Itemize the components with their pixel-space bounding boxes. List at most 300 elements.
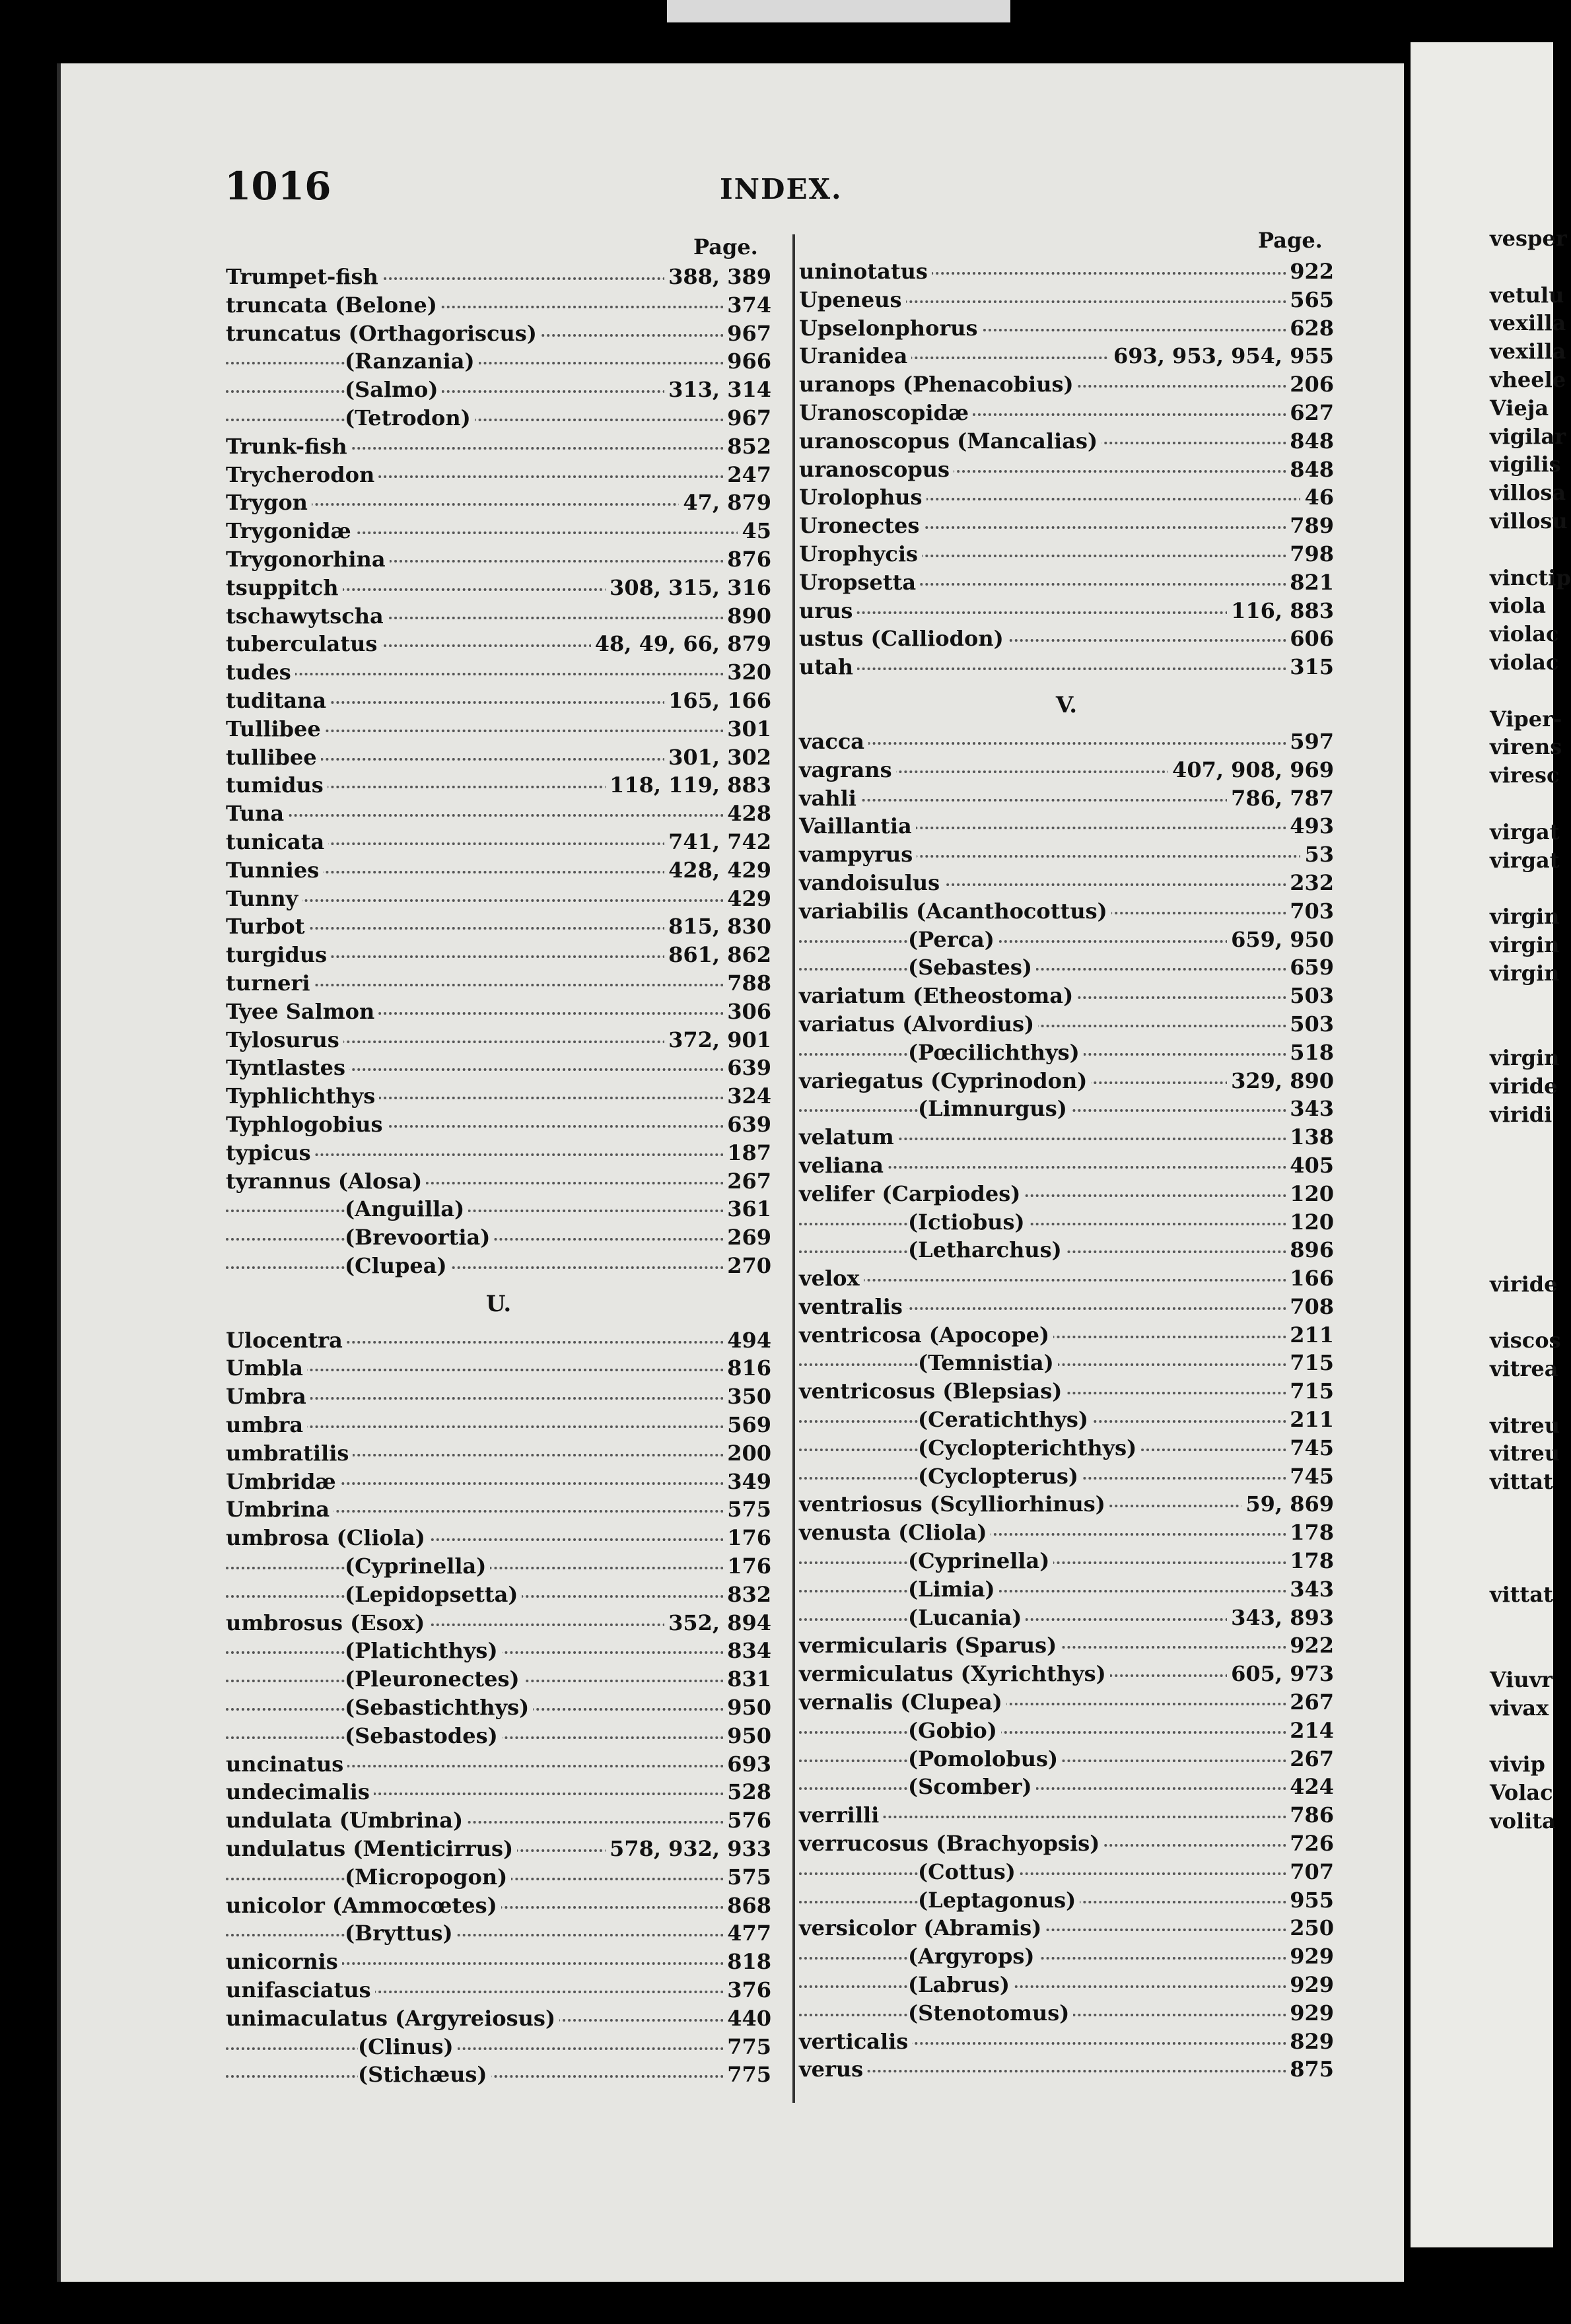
column-rule [792, 234, 795, 2103]
entry-page-numbers: 429 [723, 886, 771, 911]
entry-page-numbers: 267 [1286, 1690, 1334, 1715]
index-entry [226, 1222, 771, 1250]
entry-page-numbers: 407, 908, 969 [1168, 757, 1334, 782]
index-entry [799, 1517, 1334, 1546]
entry-page-numbers: 324 [723, 1083, 771, 1109]
entry-term: (Temnistia) [918, 1350, 1058, 1375]
index-entry [799, 1658, 1334, 1687]
entry-page-numbers: 815, 830 [664, 914, 771, 939]
dot-leader [226, 1369, 771, 1371]
entry-term: (Labrus) [908, 1972, 1014, 1997]
entry-page-numbers: 232 [1286, 870, 1334, 895]
index-entry [226, 2003, 771, 2032]
entry-page-numbers: 320 [723, 660, 771, 685]
entry-term: Vaillantia [799, 813, 916, 838]
index-entry [226, 1353, 771, 1381]
entry-page-numbers: 313, 314 [664, 377, 771, 402]
index-column-left [226, 261, 771, 2088]
cropped-entry: volita [1490, 1808, 1556, 1833]
entry-page-numbers: 361 [723, 1196, 771, 1221]
entry-term: (Lepidopsetta) [345, 1582, 522, 1607]
entry-term: Trycherodon [226, 462, 378, 487]
index-entry [226, 431, 771, 460]
entry-page-numbers: 627 [1286, 400, 1334, 425]
entry-term: vampyrus [799, 842, 917, 867]
cropped-entry: vitreu [1490, 1441, 1560, 1466]
dot-leader [799, 1279, 1334, 1282]
cropped-entry: vitrea [1490, 1356, 1558, 1381]
index-entry [799, 1093, 1334, 1122]
index-entry [799, 726, 1334, 755]
entry-term: ventricosus (Blepsias) [799, 1379, 1066, 1404]
entry-page-numbers: 53 [1300, 842, 1334, 867]
entry-term: uranops (Phenacobius) [799, 372, 1078, 397]
entry-term: (Lucania) [908, 1605, 1026, 1630]
entry-page-numbers: 876 [723, 547, 771, 572]
entry-page-numbers: 861, 862 [664, 942, 771, 967]
index-entry [226, 855, 771, 883]
index-entry [799, 868, 1334, 896]
dot-leader [799, 1590, 1334, 1592]
cropped-entry: virgat [1490, 847, 1560, 873]
entry-page-numbers: 211 [1286, 1322, 1334, 1348]
dot-leader [799, 1561, 1334, 1564]
entry-term: Tullibee [226, 716, 325, 741]
entry-page-numbers: 178 [1286, 1520, 1334, 1545]
entry-page-numbers: 405 [1286, 1153, 1334, 1178]
entry-term: typicus [226, 1140, 315, 1165]
entry-page-numbers: 388, 389 [664, 264, 771, 289]
cropped-entry: vittat [1490, 1469, 1553, 1495]
entry-term: (Argyrops) [908, 1944, 1039, 1969]
entry-page-numbers: 831 [723, 1666, 771, 1692]
entry-term: vandoisulus [799, 870, 944, 895]
cropped-entry: Viper- [1490, 706, 1562, 732]
entry-page-numbers: 703 [1286, 899, 1334, 924]
index-entry [799, 1122, 1334, 1150]
index-entry [226, 1918, 771, 1946]
cropped-entry: vigilis [1490, 452, 1561, 477]
cropped-entry: vesper [1490, 226, 1567, 251]
entry-term: (Brevoortia) [345, 1225, 494, 1250]
dot-leader [799, 1363, 1334, 1366]
index-entry [226, 1777, 771, 1805]
entry-page-numbers: 503 [1286, 983, 1334, 1008]
index-entry [226, 1081, 771, 1109]
entry-term: umbrosa (Cliola) [226, 1525, 429, 1550]
entry-page-numbers: 493 [1286, 813, 1334, 838]
index-entry [799, 1800, 1334, 1828]
index-entry [226, 2032, 771, 2060]
entry-page-numbers: 707 [1286, 1859, 1334, 1884]
entry-term: tsuppitch [226, 575, 343, 600]
index-entry [226, 544, 771, 572]
entry-page-numbers: 798 [1286, 541, 1334, 566]
entry-page-numbers: 775 [723, 2034, 771, 2059]
index-entry [226, 1890, 771, 1919]
entry-page-numbers: 343 [1286, 1096, 1334, 1121]
index-entry [799, 1320, 1334, 1348]
index-entry [226, 1579, 771, 1608]
entry-page-numbers: 605, 973 [1227, 1661, 1334, 1686]
entry-page-numbers: 659 [1286, 955, 1334, 980]
entry-term: vagrans [799, 757, 896, 782]
entry-page-numbers: 349 [723, 1469, 771, 1494]
entry-term: (Pleuronectes) [345, 1666, 524, 1692]
entry-term: umbrosus (Esox) [226, 1610, 429, 1635]
entry-term: (Limnurgus) [918, 1096, 1071, 1121]
entry-page-numbers: 528 [723, 1779, 771, 1804]
entry-page-numbers: 270 [723, 1253, 771, 1278]
index-entry [226, 1721, 771, 1749]
entry-page-numbers: 376 [723, 1977, 771, 2002]
index-entry [226, 629, 771, 657]
entry-page-numbers: 120 [1286, 1181, 1334, 1206]
entry-page-numbers: 350 [723, 1384, 771, 1409]
index-entry [799, 1828, 1334, 1857]
index-entry [799, 1715, 1334, 1744]
index-entry [226, 1438, 771, 1466]
entry-term: variegatus (Cyprinodon) [799, 1068, 1091, 1093]
entry-page-numbers: 868 [723, 1893, 771, 1918]
entry-term: velatum [799, 1124, 898, 1149]
index-entry [799, 980, 1334, 1009]
index-entry [799, 510, 1334, 539]
entry-page-numbers: 47, 879 [679, 490, 771, 515]
index-entry [799, 1857, 1334, 1885]
index-entry [799, 1348, 1334, 1376]
entry-page-numbers: 929 [1286, 1972, 1334, 1997]
index-entry [226, 318, 771, 347]
dot-leader [226, 814, 771, 817]
entry-term: Turbot [226, 914, 309, 939]
entry-term: (Stichæus) [358, 2062, 491, 2087]
index-entry [226, 657, 771, 685]
entry-page-numbers: 628 [1286, 316, 1334, 341]
entry-term: unimaculatus (Argyreiosus) [226, 2006, 559, 2031]
index-entry [799, 341, 1334, 369]
entry-term: Upeneus [799, 287, 906, 312]
entry-page-numbers: 816 [723, 1355, 771, 1381]
index-entry [226, 1522, 771, 1551]
entry-page-numbers: 745 [1286, 1435, 1334, 1460]
entry-term: (Sebastodes) [345, 1723, 502, 1748]
index-entry [799, 755, 1334, 783]
cropped-entry: viride [1490, 1074, 1558, 1099]
dot-leader [799, 1985, 1334, 1988]
dot-leader [799, 2070, 1334, 2072]
cropped-entry: vigilar [1490, 423, 1566, 449]
index-entry [226, 487, 771, 516]
cropped-entry: vexilla [1490, 310, 1566, 336]
entry-page-numbers: 428, 429 [664, 858, 771, 883]
entry-term: (Anguilla) [345, 1196, 468, 1221]
entry-term: (Scomber) [908, 1774, 1036, 1799]
section-letter-text: U. [485, 1290, 512, 1317]
entry-term: tschawytscha [226, 603, 388, 629]
index-entry [226, 1325, 771, 1353]
index-entry [226, 1194, 771, 1222]
entry-page-numbers: 45 [738, 518, 771, 543]
index-entry [799, 1179, 1334, 1207]
index-entry [226, 1805, 771, 1833]
dot-leader [226, 899, 771, 902]
entry-term: unicornis [226, 1949, 342, 1974]
cropped-entry: vivax [1490, 1695, 1549, 1721]
entry-term: venusta (Cliola) [799, 1520, 991, 1545]
index-entry [226, 996, 771, 1025]
entry-page-numbers: 440 [723, 2006, 771, 2031]
entry-term: urus [799, 598, 856, 623]
entry-page-numbers: 503 [1286, 1011, 1334, 1037]
entry-page-numbers: 118, 119, 883 [606, 772, 771, 798]
entry-term: Trygonidæ [226, 518, 355, 543]
entry-term: Trunk-fish [226, 434, 351, 459]
index-entry [799, 567, 1334, 596]
entry-page-numbers: 269 [723, 1225, 771, 1250]
index-entry [799, 1009, 1334, 1037]
entry-term: Trumpet-fish [226, 264, 382, 289]
page-column-header-right: Page. [1258, 228, 1323, 253]
entry-page-numbers: 214 [1286, 1718, 1334, 1743]
entry-page-numbers: 715 [1286, 1379, 1334, 1404]
dot-leader [226, 1210, 771, 1212]
entry-page-numbers: 116, 883 [1227, 598, 1334, 623]
cropped-entry: violac [1490, 621, 1559, 647]
index-entry [799, 1150, 1334, 1179]
dot-leader [799, 1872, 1334, 1875]
index-entry [799, 652, 1334, 680]
page-number: 1016 [225, 164, 332, 209]
entry-page-numbers: 715 [1286, 1350, 1334, 1375]
entry-page-numbers: 786 [1286, 1802, 1334, 1828]
index-entry [226, 1109, 771, 1138]
entry-term: (Tetrodon) [345, 405, 475, 430]
entry-term: vermiculatus (Xyrichthys) [799, 1661, 1110, 1686]
entry-term: Umbra [226, 1384, 310, 1409]
index-entry [226, 1025, 771, 1053]
index-entry [226, 460, 771, 488]
index-entry [799, 1263, 1334, 1291]
entry-term: variabilis (Acanthocottus) [799, 899, 1111, 924]
entry-term: undecimalis [226, 1779, 374, 1804]
index-entry [226, 1250, 771, 1279]
cropped-entry: vheele [1490, 367, 1566, 392]
entry-page-numbers: 301, 302 [664, 745, 771, 770]
index-entry [799, 1235, 1334, 1263]
entry-term: uranoscopus [799, 457, 954, 482]
entry-page-numbers: 639 [723, 1112, 771, 1137]
entry-page-numbers: 875 [1286, 2057, 1334, 2082]
entry-term: umbra [226, 1412, 307, 1437]
entry-page-numbers: 967 [723, 405, 771, 430]
entry-page-numbers: 46 [1300, 485, 1334, 510]
dot-leader [799, 1787, 1334, 1790]
index-entry [799, 1574, 1334, 1602]
entry-page-numbers: 966 [723, 349, 771, 374]
entry-term: umbratilis [226, 1441, 353, 1466]
index-entry [799, 1291, 1334, 1320]
dot-leader [799, 968, 1334, 971]
entry-page-numbers: 786, 787 [1227, 786, 1334, 811]
index-entry [226, 2059, 771, 2088]
entry-page-numbers: 374 [723, 292, 771, 318]
entry-term: Umbla [226, 1355, 307, 1381]
dot-leader [799, 1731, 1334, 1734]
entry-page-numbers: 848 [1286, 457, 1334, 482]
index-entry [226, 911, 771, 940]
index-entry [226, 1494, 771, 1522]
entry-term: tumidus [226, 772, 328, 798]
index-entry [226, 1608, 771, 1636]
index-entry [799, 454, 1334, 483]
entry-term: unifasciatus [226, 1977, 375, 2002]
index-entry [799, 426, 1334, 454]
entry-term: (Micropogon) [345, 1864, 511, 1890]
entry-term: vahli [799, 786, 860, 811]
index-entry [226, 374, 771, 403]
dot-leader [799, 742, 1334, 745]
entry-term: vermicularis (Sparus) [799, 1633, 1061, 1658]
dot-leader [799, 1223, 1334, 1225]
index-entry [226, 572, 771, 601]
index-entry [799, 1771, 1334, 1800]
index-entry [226, 940, 771, 968]
entry-page-numbers: 315 [1286, 654, 1334, 679]
entry-page-numbers: 578, 932, 933 [606, 1836, 771, 1861]
entry-page-numbers: 59, 869 [1241, 1491, 1334, 1517]
entry-term: (Bryttus) [345, 1921, 457, 1946]
entry-page-numbers: 775 [723, 2062, 771, 2087]
entry-term: (Platichthys) [345, 1638, 502, 1663]
index-entry [226, 1664, 771, 1692]
entry-term: verrucosus (Brachyopsis) [799, 1831, 1103, 1856]
cropped-entry: Viuvr [1490, 1666, 1553, 1692]
entry-term: Upselonphorus [799, 316, 982, 341]
entry-page-numbers: 896 [1286, 1237, 1334, 1262]
index-entry [226, 742, 771, 770]
entry-page-numbers: 48, 49, 66, 879 [591, 631, 771, 656]
entry-page-numbers: 788 [723, 971, 771, 996]
cropped-entry: vivip [1490, 1752, 1545, 1777]
entry-term: velox [799, 1266, 864, 1291]
dot-leader [799, 1760, 1334, 1762]
entry-term: tudes [226, 660, 295, 685]
entry-page-numbers: 708 [1286, 1294, 1334, 1319]
section-letter [799, 680, 1334, 726]
entry-term: (Cyprinella) [345, 1554, 490, 1579]
entry-page-numbers: 176 [723, 1554, 771, 1579]
index-column-right-cropped [1490, 226, 1571, 1850]
index-entry [799, 952, 1334, 980]
entry-page-numbers: 575 [723, 1864, 771, 1890]
index-entry [799, 1998, 1334, 2026]
entry-term: (Cyclopterus) [918, 1464, 1082, 1489]
entry-term: tunicata [226, 829, 328, 854]
entry-term: Ulocentra [226, 1328, 347, 1353]
entry-term: (Cottus) [918, 1859, 1020, 1884]
entry-term: verrilli [799, 1802, 883, 1828]
entry-page-numbers: 308, 315, 316 [606, 575, 771, 600]
entry-term: tuberculatus [226, 631, 381, 656]
entry-term: (Pœcilichthys) [908, 1040, 1084, 1065]
entry-page-numbers: 250 [1286, 1915, 1334, 1940]
index-entry [799, 623, 1334, 652]
entry-term: (Salmo) [345, 377, 442, 402]
entry-page-numbers: 950 [723, 1695, 771, 1720]
entry-page-numbers: 576 [723, 1808, 771, 1833]
index-entry [799, 924, 1334, 953]
index-entry [799, 1461, 1334, 1489]
cropped-entry: vittat [1490, 1582, 1553, 1608]
index-entry [226, 770, 771, 798]
entry-term: Tyee Salmon [226, 999, 378, 1024]
entry-page-numbers: 206 [1286, 372, 1334, 397]
index-entry [226, 601, 771, 629]
cropped-entry: viride [1490, 1271, 1558, 1297]
entry-term: ventralis [799, 1294, 907, 1319]
entry-page-numbers: 301 [723, 716, 771, 741]
cropped-entry: virgin [1490, 960, 1560, 986]
entry-term: Urolophus [799, 485, 926, 510]
entry-page-numbers: 247 [723, 462, 771, 487]
entry-page-numbers: 745 [1286, 1464, 1334, 1489]
entry-term: vacca [799, 729, 868, 754]
dot-leader [226, 419, 771, 421]
entry-page-numbers: 372, 901 [664, 1027, 771, 1052]
entry-term: versicolor (Abramis) [799, 1915, 1045, 1940]
entry-page-numbers: 494 [723, 1328, 771, 1353]
entry-term: (Cyclopterichthys) [918, 1435, 1140, 1460]
index-entry [799, 313, 1334, 341]
index-entry [226, 516, 771, 544]
index-entry [226, 1166, 771, 1194]
entry-page-numbers: 138 [1286, 1124, 1334, 1149]
cropped-entry: virgat [1490, 819, 1560, 844]
entry-page-numbers: 176 [723, 1525, 771, 1550]
entry-page-numbers: 639 [723, 1055, 771, 1080]
cropped-entry: viridi [1490, 1101, 1553, 1127]
entry-term: truncatus (Orthagoriscus) [226, 321, 541, 346]
entry-term: ustus (Calliodon) [799, 626, 1008, 651]
cropped-entry: virens [1490, 734, 1562, 760]
entry-term: Uronectes [799, 513, 923, 538]
entry-term: (Perca) [908, 927, 998, 952]
entry-page-numbers: 518 [1286, 1040, 1334, 1065]
dot-leader [226, 673, 771, 675]
entry-page-numbers: 569 [723, 1412, 771, 1437]
index-entry [226, 827, 771, 855]
entry-page-numbers: 565 [1286, 287, 1334, 312]
index-entry [799, 1969, 1334, 1998]
dot-leader [226, 362, 771, 364]
index-entry [226, 1551, 771, 1579]
entry-page-numbers: 165, 166 [664, 688, 771, 713]
entry-page-numbers: 950 [723, 1723, 771, 1748]
dot-leader [226, 2075, 771, 2078]
entry-page-numbers: 187 [723, 1140, 771, 1165]
entry-term: undulatus (Menticirrus) [226, 1836, 517, 1861]
entry-page-numbers: 967 [723, 321, 771, 346]
index-entry [226, 290, 771, 318]
entry-page-numbers: 922 [1286, 259, 1334, 284]
entry-term: Tyntlastes [226, 1055, 349, 1080]
cropped-entry: Vieja [1490, 395, 1549, 421]
index-entry [799, 1941, 1334, 1969]
entry-page-numbers: 267 [723, 1169, 771, 1194]
index-entry [226, 1466, 771, 1495]
entry-term: (Cyprinella) [908, 1548, 1053, 1573]
